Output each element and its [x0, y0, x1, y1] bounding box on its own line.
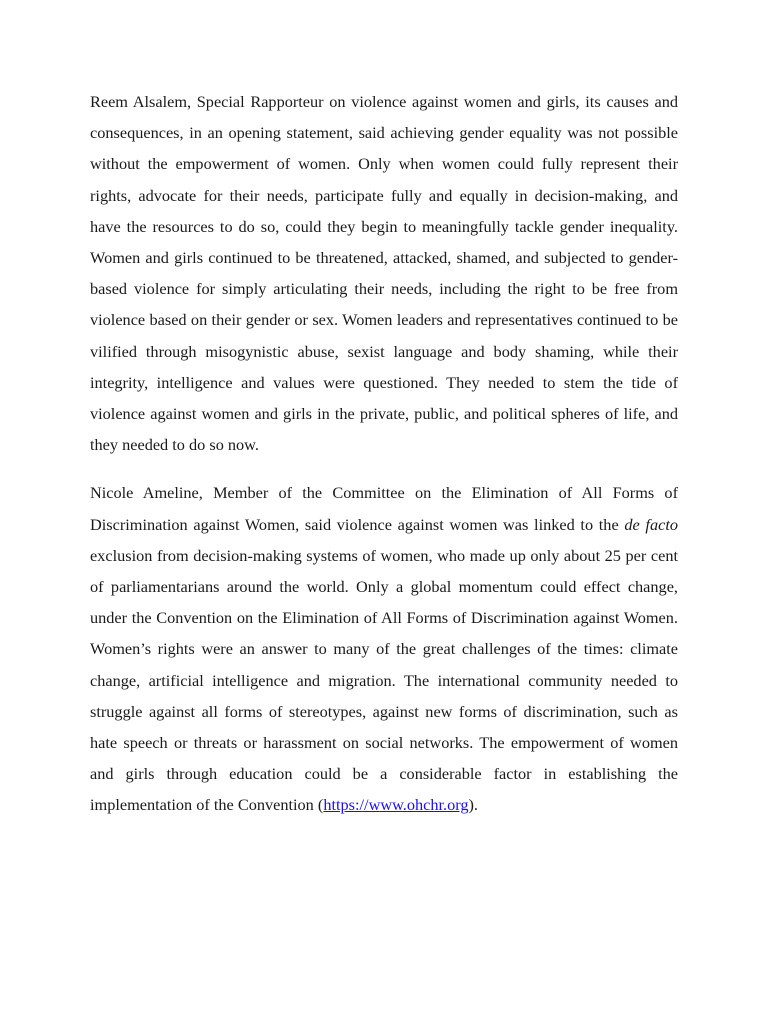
- paragraph-text-part-2: exclusion from decision-making systems of women, who made up only about 25 per cent of parliamentarians around the world. Only a global momentum could effect change, under the Convention on the Elimination of All Forms of Discrimination against Women. Women’s rights were an answer to many of the great challenges of the times: climate change, artificial intelligence and migration. The international community needed to struggle against all forms of stereotypes, against new forms of discrimination, such as hate speech or threats or harassment on social networks. The empowerment of women and girls through education could be a considerable factor in establishing the implementation of the Convention (: [90, 545, 678, 815]
- paragraph-text-part-1: Nicole Ameline, Member of the Committee on the Elimination of All Forms of Discrimination against Women, said violence against women was linked to the: [90, 483, 678, 534]
- paragraph-ameline-statement: [90, 477, 678, 820]
- paragraph-alsalem-statement: Reem Alsalem, Special Rapporteur on violence against women and girls, its causes and consequences, in an opening statement, said achieving gender equality was not possible without the empowerment of women. Only when women could fully represent their rights, advocate for their needs, participate fully and equally in decision-making, and have the resources to do so, could they begin to meaningfully tackle gender inequality. Women and girls continued to be threatened, attacked, shamed, and subjected to gender-based violence for simply articulating their needs, including the right to be free from violence based on their gender or sex. Women leaders and representatives continued to be vilified through misogynistic abuse, sexist language and body shaming, while their integrity, intelligence and values were questioned. They needed to stem the tide of violence against women and girls in the private, public, and political spheres of life, and they needed to do so now.: [90, 92, 678, 455]
- paragraph-text-part-3: ).: [468, 795, 478, 815]
- ohchr-link[interactable]: https://www.ohchr.org: [323, 795, 469, 815]
- italic-term: de facto: [624, 514, 678, 534]
- document-page: [90, 86, 678, 821]
